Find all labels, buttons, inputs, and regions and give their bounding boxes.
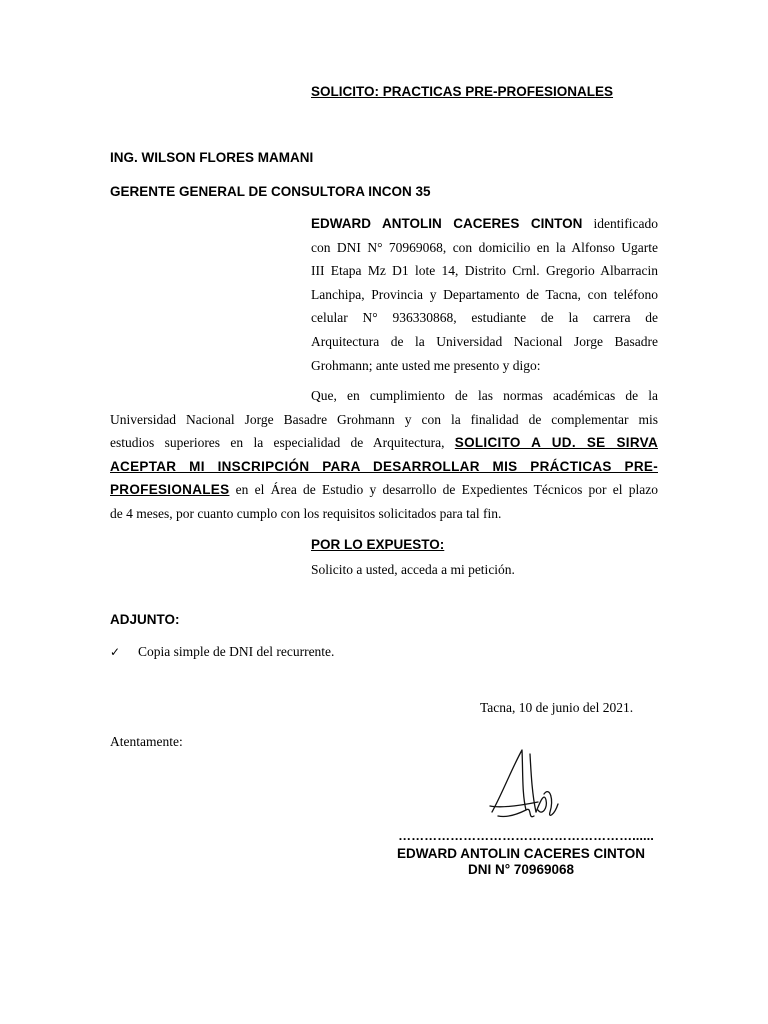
handwritten-signature bbox=[488, 742, 568, 828]
intro-line: con DNI N° 70969068, con domicilio en la Alfonso Ugarte bbox=[311, 239, 658, 255]
body-line5-rest: en el Área de Estudio y desarrollo de Expedientes Técnicos por el plazo bbox=[229, 482, 658, 498]
closing-heading: POR LO EXPUESTO: bbox=[311, 537, 445, 552]
body-line: de 4 meses, por cuanto cumplo con los requisitos solicitados para tal fin. bbox=[110, 505, 502, 521]
intro-line: Grohmann; ante usted me presento y digo: bbox=[311, 357, 541, 373]
signer-name: EDWARD ANTOLIN CACERES CINTON bbox=[396, 846, 645, 861]
addressee-name: ING. WILSON FLORES MAMANI bbox=[110, 150, 314, 165]
attachment-item-label: Copia simple de DNI del recurrente. bbox=[138, 644, 335, 659]
body-line3-plain: estudios superiores en la especialidad de Arquitectura, bbox=[110, 435, 455, 451]
intro-paragraph bbox=[311, 212, 658, 377]
subject-heading: SOLICITO: PRACTICAS PRE-PROFESIONALES bbox=[311, 84, 614, 99]
attachment-item bbox=[110, 644, 334, 660]
intro-line: celular N° 936330868, estudiante de la carrera de bbox=[311, 310, 658, 326]
request-emphasis: ACEPTAR MI INSCRIPCIÓN PARA DESARROLLAR MIS PRÁCTICAS PRE- bbox=[110, 458, 658, 474]
salutation: Atentamente: bbox=[110, 734, 183, 749]
signature-line: ………………………………………………...... bbox=[398, 828, 654, 843]
intro-line: Arquitectura de la Universidad Nacional Jorge Basadre bbox=[311, 333, 658, 349]
intro-line: Lanchipa, Provincia y Departamento de Tacna, con teléfono bbox=[311, 286, 658, 302]
intro-line1-rest: identificado bbox=[582, 216, 658, 231]
addressee-position: GERENTE GENERAL DE CONSULTORA INCON 35 bbox=[110, 184, 431, 199]
closing-text: Solicito a usted, acceda a mi petición. bbox=[311, 562, 515, 577]
body-line: Universidad Nacional Jorge Basadre Grohmann y con la finalidad de complementar mis bbox=[110, 411, 658, 427]
checkmark-icon: ✓ bbox=[110, 645, 121, 659]
request-emphasis: PROFESIONALES bbox=[110, 482, 230, 498]
body-line: Que, en cumplimiento de las normas académicas de la bbox=[311, 388, 658, 403]
signer-dni: DNI N° 70969068 bbox=[468, 862, 574, 877]
body-paragraph bbox=[110, 384, 658, 526]
attachments-heading: ADJUNTO: bbox=[110, 612, 180, 627]
intro-line: III Etapa Mz D1 lote 14, Distrito Crnl. Gregorio Albarracin bbox=[311, 263, 658, 279]
sender-name: EDWARD ANTOLIN CACERES CINTON bbox=[311, 216, 583, 231]
request-emphasis: SOLICITO A UD. SE SIRVA bbox=[454, 435, 658, 451]
place-date: Tacna, 10 de junio del 2021. bbox=[480, 700, 634, 715]
